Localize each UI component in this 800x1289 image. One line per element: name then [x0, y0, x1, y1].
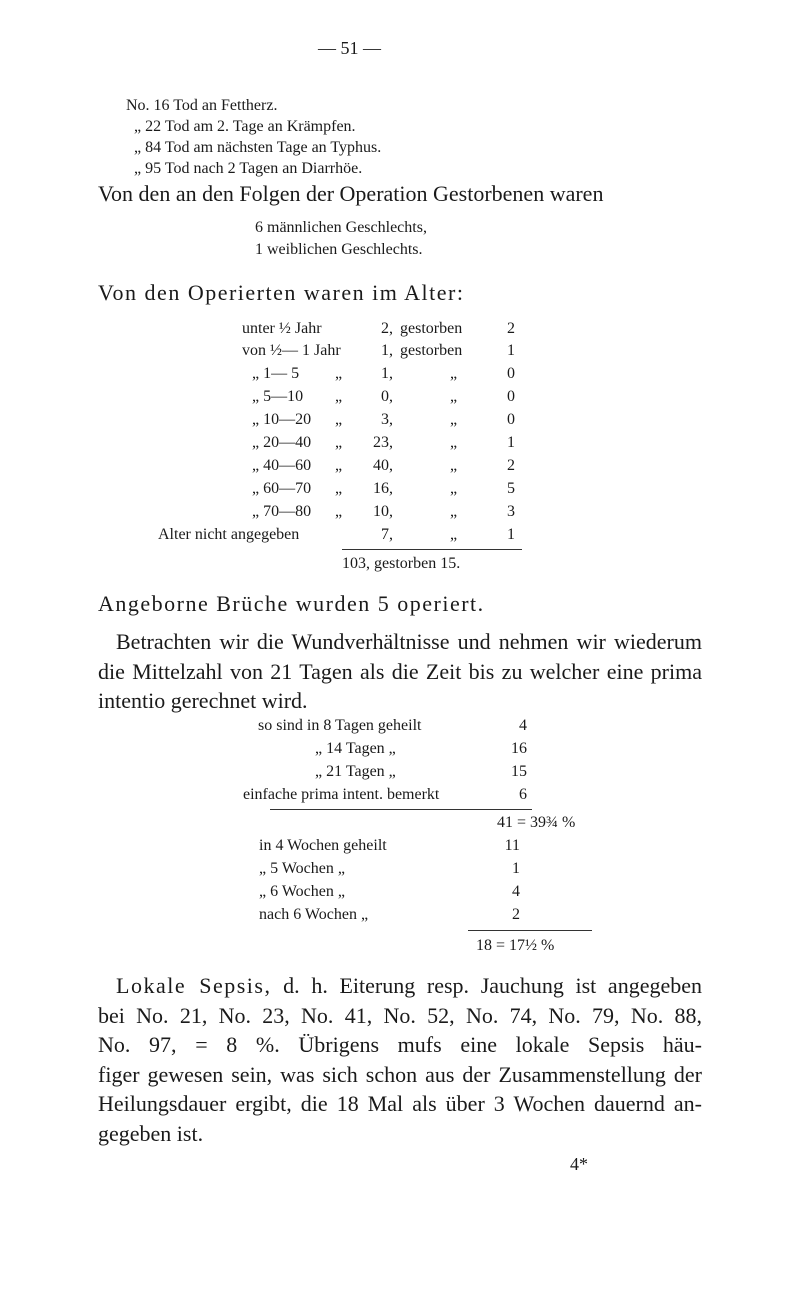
ditto-mark: „ [450, 388, 458, 405]
age-died: 1 [507, 434, 515, 451]
age-died: 3 [507, 503, 515, 520]
age-label: „ 5—10 [252, 388, 304, 405]
paragraph-line: gegeben ist. [98, 1120, 204, 1146]
healing-value: 4 [512, 883, 520, 900]
ditto-mark: „ [450, 365, 458, 382]
ditto-mark: „ [335, 411, 343, 428]
healing-value: 2 [512, 906, 520, 923]
sepsis-lead: Lokale Sepsis, [116, 973, 272, 998]
ditto-mark: „ [335, 457, 343, 474]
healing-label: in 4 Wochen geheilt [259, 837, 387, 854]
healing-value: 16 [511, 740, 527, 757]
age-count: 1, [381, 342, 393, 359]
ditto-mark: „ [450, 434, 458, 451]
healing-value: 4 [519, 717, 527, 734]
sum-rule [342, 549, 522, 550]
healing-label: „ 6 Wochen „ [259, 883, 345, 900]
age-table-heading: Von den Operierten waren im Alter: [98, 280, 465, 305]
paragraph-line: Heilungsdauer ergibt, die 18 Mal als über 3 Wochen dauernd an- [98, 1091, 702, 1116]
healing-days-total: 41 = 39¾ % [497, 814, 576, 831]
age-label: „ 40—60 [252, 457, 312, 474]
age-count: 23, [373, 434, 393, 451]
healing-value: 6 [519, 786, 527, 803]
operation-deaths-line: 1 weiblichen Geschlechts. [255, 241, 423, 258]
ditto-mark: „ [335, 434, 343, 451]
age-died: 1 [507, 526, 515, 543]
ditto-mark: „ [335, 365, 343, 382]
age-total: 103, gestorben 15. [342, 555, 461, 572]
death-entry: No. 16 Tod an Fettherz. [126, 97, 278, 114]
sepsis-paragraph [98, 971, 702, 1148]
healing-value: 1 [512, 860, 520, 877]
age-count: 1, [381, 365, 393, 382]
age-died: 1 [507, 342, 515, 359]
paragraph-line: No. 97, = 8 %. Übrigens mufs eine lokale Sepsis häu- [98, 1032, 702, 1057]
paragraph-line [98, 971, 702, 1001]
age-label: „ 60—70 [252, 480, 312, 497]
death-list [126, 95, 381, 179]
age-died: 5 [507, 480, 515, 497]
ditto-mark: „ [450, 480, 458, 497]
age-count: 7, [381, 526, 393, 543]
age-died: 2 [507, 457, 515, 474]
age-label: unter ½ Jahr [242, 320, 322, 337]
healing-label: „ 5 Wochen „ [259, 860, 345, 877]
healing-value: 15 [511, 763, 527, 780]
ditto-mark: „ [335, 480, 343, 497]
age-count: 3, [381, 411, 393, 428]
healing-label: „ 14 Tagen „ [315, 740, 396, 757]
healing-weeks-total: 18 = 17½ % [476, 937, 555, 954]
age-died: 2 [507, 320, 515, 337]
died-label: gestorben [400, 342, 463, 359]
operation-deaths-line: 6 männlichen Geschlechts, [255, 219, 427, 236]
age-count: 0, [381, 388, 393, 405]
paragraph-line: Betrachten wir die Wundverhältnisse und nehmen wir wiederum [116, 629, 702, 654]
sum-rule [270, 809, 532, 810]
age-label: „ 20—40 [252, 434, 312, 451]
hernia-text: Angeborne Brüche wurden 5 operiert. [98, 591, 485, 616]
ditto-mark: „ [335, 388, 343, 405]
age-count: 2, [381, 320, 393, 337]
paragraph-line: intentio gerechnet wird. [98, 688, 308, 713]
wound-paragraph [98, 627, 702, 716]
healing-label: einfache prima intent. bemerkt [243, 786, 440, 803]
age-label: von ½— 1 Jahr [242, 342, 341, 359]
ditto-mark: „ [450, 457, 458, 474]
age-label: „ 70—80 [252, 503, 312, 520]
paragraph-line: bei No. 21, No. 23, No. 41, No. 52, No. 74, No. 79, No. 88, [98, 1002, 702, 1028]
age-died: 0 [507, 411, 515, 428]
age-count: 16, [373, 480, 393, 497]
healing-value: 11 [504, 837, 520, 854]
ditto-mark: „ [450, 411, 458, 428]
died-label: gestorben [400, 320, 463, 337]
ditto-mark: „ [450, 526, 458, 543]
death-entry: „ 95 Tod nach 2 Tagen an Diarrhöe. [134, 160, 363, 177]
age-label: „ 10—20 [252, 411, 312, 428]
age-died: 0 [507, 388, 515, 405]
death-entry: „ 22 Tod am 2. Tage an Krämpfen. [134, 118, 356, 135]
healing-label: „ 21 Tagen „ [315, 763, 396, 780]
paragraph-line: figer gewesen sein, was sich schon aus der Zusammenstellung der [98, 1061, 702, 1087]
hernia-line [98, 591, 485, 617]
age-count: 10, [373, 503, 393, 520]
operation-deaths-heading: Von den an den Folgen der Operation Gestorbenen waren [98, 181, 604, 206]
page-number: — 51 — [318, 38, 381, 58]
age-label: Alter nicht angegeben [158, 526, 300, 543]
ditto-mark: „ [450, 503, 458, 520]
healing-label: so sind in 8 Tagen geheilt [258, 717, 422, 734]
healing-label: nach 6 Wochen „ [259, 906, 369, 923]
ditto-mark: „ [335, 503, 343, 520]
age-label: „ 1— 5 [252, 365, 300, 382]
age-died: 0 [507, 365, 515, 382]
death-entry: „ 84 Tod am nächsten Tage an Typhus. [134, 139, 382, 156]
sum-rule [468, 930, 592, 931]
paragraph-line: die Mittelzahl von 21 Tagen als die Zeit bis zu welcher eine prima [98, 658, 702, 684]
signature-mark: 4* [570, 1154, 588, 1174]
paragraph-line-text: d. h. Eiterung resp. Jauchung ist angegeben [283, 973, 702, 998]
age-count: 40, [373, 457, 393, 474]
